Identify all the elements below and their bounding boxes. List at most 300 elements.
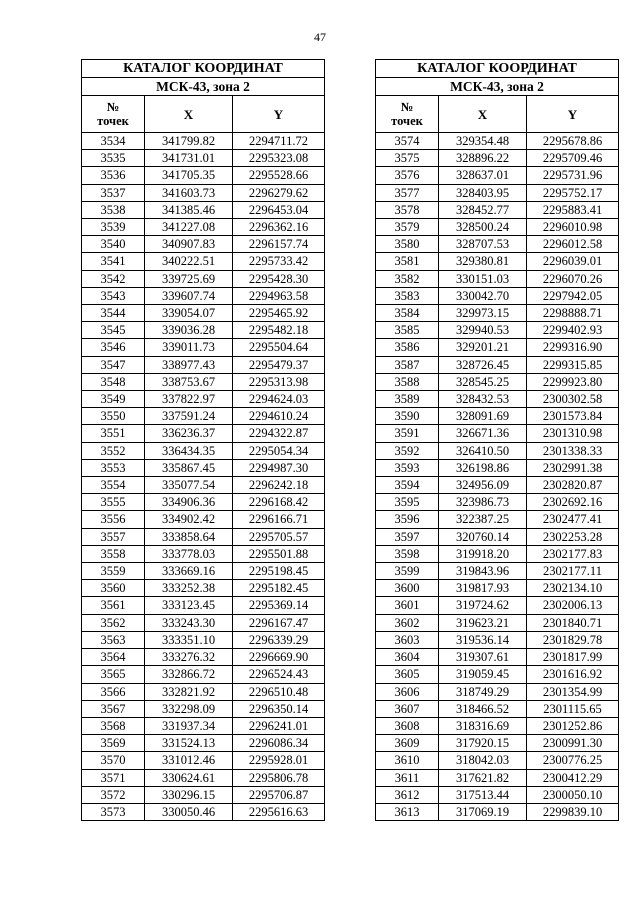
point-number-cell: 3565 <box>82 666 145 683</box>
x-coordinate-cell: 331937.34 <box>145 717 233 734</box>
x-coordinate-cell: 326198.86 <box>439 459 527 476</box>
y-coordinate-cell: 2295482.18 <box>233 322 325 339</box>
point-number-cell: 3609 <box>376 735 439 752</box>
y-coordinate-cell: 2300302.58 <box>527 391 619 408</box>
table-row <box>82 339 325 356</box>
x-coordinate-cell: 337822.97 <box>145 391 233 408</box>
table-row <box>376 167 619 184</box>
table-row <box>82 614 325 631</box>
column-header-y: Y <box>527 96 619 133</box>
point-number-cell: 3549 <box>82 391 145 408</box>
table-row <box>82 597 325 614</box>
table-row <box>376 391 619 408</box>
x-coordinate-cell: 328707.53 <box>439 236 527 253</box>
y-coordinate-cell: 2296279.62 <box>233 184 325 201</box>
table-row <box>82 511 325 528</box>
x-coordinate-cell: 338753.67 <box>145 373 233 390</box>
x-coordinate-cell: 328637.01 <box>439 167 527 184</box>
y-coordinate-cell: 2296086.34 <box>233 735 325 752</box>
y-coordinate-cell: 2301616.92 <box>527 666 619 683</box>
point-number-cell: 3598 <box>376 545 439 562</box>
point-number-cell: 3566 <box>82 683 145 700</box>
point-number-cell: 3542 <box>82 270 145 287</box>
point-number-cell: 3579 <box>376 219 439 236</box>
x-coordinate-cell: 328452.77 <box>439 201 527 218</box>
x-coordinate-cell: 335867.45 <box>145 459 233 476</box>
point-number-cell: 3607 <box>376 700 439 717</box>
y-coordinate-cell: 2295465.92 <box>233 305 325 322</box>
table-row <box>376 305 619 322</box>
table-row <box>82 201 325 218</box>
catalog-title: КАТАЛОГ КООРДИНАТ <box>376 60 619 78</box>
point-number-cell: 3575 <box>376 150 439 167</box>
table-row <box>376 597 619 614</box>
point-number-cell: 3546 <box>82 339 145 356</box>
x-coordinate-cell: 338977.43 <box>145 356 233 373</box>
table-row <box>376 253 619 270</box>
point-number-cell: 3535 <box>82 150 145 167</box>
table-row <box>376 133 619 150</box>
table-row <box>376 545 619 562</box>
point-number-cell: 3580 <box>376 236 439 253</box>
catalog-title: КАТАЛОГ КООРДИНАТ <box>82 60 325 78</box>
table-row <box>82 666 325 683</box>
y-coordinate-cell: 2294963.58 <box>233 287 325 304</box>
x-coordinate-cell: 340222.51 <box>145 253 233 270</box>
y-coordinate-cell: 2294610.24 <box>233 408 325 425</box>
point-number-cell: 3560 <box>82 580 145 597</box>
y-coordinate-cell: 2296012.58 <box>527 236 619 253</box>
y-coordinate-cell: 2302253.28 <box>527 528 619 545</box>
y-coordinate-cell: 2295198.45 <box>233 563 325 580</box>
table-row <box>376 322 619 339</box>
point-number-cell: 3540 <box>82 236 145 253</box>
x-coordinate-cell: 333123.45 <box>145 597 233 614</box>
table-row <box>82 735 325 752</box>
y-coordinate-cell: 2295479.37 <box>233 356 325 373</box>
point-number-cell: 3545 <box>82 322 145 339</box>
table-row <box>82 442 325 459</box>
point-number-cell: 3548 <box>82 373 145 390</box>
table-row <box>82 322 325 339</box>
point-number-cell: 3552 <box>82 442 145 459</box>
point-number-cell: 3591 <box>376 425 439 442</box>
table-row <box>376 494 619 511</box>
table-row <box>82 752 325 769</box>
point-number-cell: 3611 <box>376 769 439 786</box>
coordinate-catalog-table-left <box>81 59 325 821</box>
x-coordinate-cell: 329380.81 <box>439 253 527 270</box>
y-coordinate-cell: 2298888.71 <box>527 305 619 322</box>
y-coordinate-cell: 2296167.47 <box>233 614 325 631</box>
x-coordinate-cell: 329973.15 <box>439 305 527 322</box>
point-number-cell: 3559 <box>82 563 145 580</box>
table-row <box>376 287 619 304</box>
column-header-point-number <box>82 96 145 133</box>
y-coordinate-cell: 2295806.78 <box>233 769 325 786</box>
table-row <box>82 167 325 184</box>
table-row <box>376 236 619 253</box>
point-number-cell: 3592 <box>376 442 439 459</box>
x-coordinate-cell: 319724.62 <box>439 597 527 614</box>
point-number-cell: 3588 <box>376 373 439 390</box>
table-row <box>82 287 325 304</box>
y-coordinate-cell: 2301573.84 <box>527 408 619 425</box>
y-coordinate-cell: 2295369.14 <box>233 597 325 614</box>
y-coordinate-cell: 2294322.87 <box>233 425 325 442</box>
catalog-subtitle: МСК-43, зона 2 <box>376 78 619 96</box>
x-coordinate-cell: 333252.38 <box>145 580 233 597</box>
table-row <box>82 219 325 236</box>
column-header-x: X <box>145 96 233 133</box>
y-coordinate-cell: 2296070.26 <box>527 270 619 287</box>
x-coordinate-cell: 326671.36 <box>439 425 527 442</box>
x-coordinate-cell: 335077.54 <box>145 477 233 494</box>
x-coordinate-cell: 333778.03 <box>145 545 233 562</box>
table-row <box>376 563 619 580</box>
x-coordinate-cell: 341799.82 <box>145 133 233 150</box>
point-number-cell: 3583 <box>376 287 439 304</box>
x-coordinate-cell: 333858.64 <box>145 528 233 545</box>
y-coordinate-cell: 2299923.80 <box>527 373 619 390</box>
x-coordinate-cell: 330050.46 <box>145 803 233 820</box>
table-row <box>376 459 619 476</box>
y-coordinate-cell: 2295706.87 <box>233 786 325 803</box>
table-row <box>82 683 325 700</box>
y-coordinate-cell: 2301840.71 <box>527 614 619 631</box>
x-coordinate-cell: 318466.52 <box>439 700 527 717</box>
x-coordinate-cell: 326410.50 <box>439 442 527 459</box>
point-number-cell: 3544 <box>82 305 145 322</box>
point-number-cell: 3599 <box>376 563 439 580</box>
table-row <box>82 270 325 287</box>
x-coordinate-cell: 319307.61 <box>439 649 527 666</box>
y-coordinate-cell: 2295054.34 <box>233 442 325 459</box>
x-coordinate-cell: 328432.53 <box>439 391 527 408</box>
x-coordinate-cell: 330296.15 <box>145 786 233 803</box>
point-number-cell: 3564 <box>82 649 145 666</box>
x-coordinate-cell: 319536.14 <box>439 631 527 648</box>
y-coordinate-cell: 2300412.29 <box>527 769 619 786</box>
point-number-cell: 3612 <box>376 786 439 803</box>
x-coordinate-cell: 328500.24 <box>439 219 527 236</box>
coordinate-catalog-table-right <box>375 59 619 821</box>
point-number-cell: 3551 <box>82 425 145 442</box>
x-coordinate-cell: 333669.16 <box>145 563 233 580</box>
table-row <box>82 700 325 717</box>
table-row <box>82 717 325 734</box>
point-number-cell: 3577 <box>376 184 439 201</box>
y-coordinate-cell: 2299316.90 <box>527 339 619 356</box>
table-row <box>376 339 619 356</box>
x-coordinate-cell: 317621.82 <box>439 769 527 786</box>
table-row <box>376 528 619 545</box>
y-coordinate-cell: 2302006.13 <box>527 597 619 614</box>
y-coordinate-cell: 2300050.10 <box>527 786 619 803</box>
y-coordinate-cell: 2296510.48 <box>233 683 325 700</box>
x-coordinate-cell: 331012.46 <box>145 752 233 769</box>
table-row <box>82 184 325 201</box>
point-number-cell: 3536 <box>82 167 145 184</box>
point-number-cell: 3569 <box>82 735 145 752</box>
y-coordinate-cell: 2301354.99 <box>527 683 619 700</box>
y-coordinate-cell: 2302991.38 <box>527 459 619 476</box>
table-row <box>376 425 619 442</box>
y-coordinate-cell: 2301310.98 <box>527 425 619 442</box>
table-row <box>82 133 325 150</box>
y-coordinate-cell: 2296166.71 <box>233 511 325 528</box>
table-row <box>82 545 325 562</box>
y-coordinate-cell: 2296242.18 <box>233 477 325 494</box>
point-number-cell: 3581 <box>376 253 439 270</box>
x-coordinate-cell: 328091.69 <box>439 408 527 425</box>
point-number-cell: 3570 <box>82 752 145 769</box>
x-coordinate-cell: 319059.45 <box>439 666 527 683</box>
column-header-y: Y <box>233 96 325 133</box>
x-coordinate-cell: 337591.24 <box>145 408 233 425</box>
x-coordinate-cell: 322387.25 <box>439 511 527 528</box>
point-number-cell: 3574 <box>376 133 439 150</box>
table-row <box>376 666 619 683</box>
y-coordinate-cell: 2295752.17 <box>527 184 619 201</box>
table-row <box>376 769 619 786</box>
y-coordinate-cell: 2296669.90 <box>233 649 325 666</box>
x-coordinate-cell: 341731.01 <box>145 150 233 167</box>
point-number-cell: 3595 <box>376 494 439 511</box>
table-row <box>376 717 619 734</box>
x-coordinate-cell: 339011.73 <box>145 339 233 356</box>
number-sign: № <box>106 100 120 114</box>
y-coordinate-cell: 2297942.05 <box>527 287 619 304</box>
table-row <box>82 528 325 545</box>
x-coordinate-cell: 329201.21 <box>439 339 527 356</box>
y-coordinate-cell: 2294624.03 <box>233 391 325 408</box>
column-header-point-number <box>376 96 439 133</box>
y-coordinate-cell: 2295182.45 <box>233 580 325 597</box>
y-coordinate-cell: 2295731.96 <box>527 167 619 184</box>
x-coordinate-cell: 328545.25 <box>439 373 527 390</box>
y-coordinate-cell: 2302477.41 <box>527 511 619 528</box>
x-coordinate-cell: 319918.20 <box>439 545 527 562</box>
table-row <box>82 494 325 511</box>
y-coordinate-cell: 2294711.72 <box>233 133 325 150</box>
point-number-cell: 3568 <box>82 717 145 734</box>
point-number-cell: 3606 <box>376 683 439 700</box>
table-body <box>376 133 619 821</box>
y-coordinate-cell: 2295504.64 <box>233 339 325 356</box>
table-row <box>376 786 619 803</box>
y-coordinate-cell: 2295928.01 <box>233 752 325 769</box>
point-number-cell: 3600 <box>376 580 439 597</box>
point-number-cell: 3582 <box>376 270 439 287</box>
y-coordinate-cell: 2295313.98 <box>233 373 325 390</box>
point-number-cell: 3603 <box>376 631 439 648</box>
table-row <box>82 459 325 476</box>
y-coordinate-cell: 2301829.78 <box>527 631 619 648</box>
table-body <box>82 133 325 821</box>
x-coordinate-cell: 332821.92 <box>145 683 233 700</box>
x-coordinate-cell: 318042.03 <box>439 752 527 769</box>
point-number-cell: 3550 <box>82 408 145 425</box>
point-number-cell: 3534 <box>82 133 145 150</box>
x-coordinate-cell: 341705.35 <box>145 167 233 184</box>
table-row <box>376 408 619 425</box>
point-number-cell: 3539 <box>82 219 145 236</box>
x-coordinate-cell: 320760.14 <box>439 528 527 545</box>
y-coordinate-cell: 2296524.43 <box>233 666 325 683</box>
point-number-cell: 3556 <box>82 511 145 528</box>
x-coordinate-cell: 331524.13 <box>145 735 233 752</box>
y-coordinate-cell: 2299839.10 <box>527 803 619 820</box>
point-number-cell: 3553 <box>82 459 145 476</box>
x-coordinate-cell: 323986.73 <box>439 494 527 511</box>
y-coordinate-cell: 2295883.41 <box>527 201 619 218</box>
y-coordinate-cell: 2296010.98 <box>527 219 619 236</box>
point-number-cell: 3610 <box>376 752 439 769</box>
y-coordinate-cell: 2302820.87 <box>527 477 619 494</box>
point-number-cell: 3557 <box>82 528 145 545</box>
point-number-cell: 3605 <box>376 666 439 683</box>
table-row <box>376 184 619 201</box>
x-coordinate-cell: 328896.22 <box>439 150 527 167</box>
point-number-cell: 3573 <box>82 803 145 820</box>
point-number-cell: 3578 <box>376 201 439 218</box>
point-number-cell: 3558 <box>82 545 145 562</box>
table-row <box>376 219 619 236</box>
column-header-x: X <box>439 96 527 133</box>
table-row <box>82 236 325 253</box>
table-row <box>376 580 619 597</box>
points-word: точек <box>391 114 423 128</box>
points-word: точек <box>97 114 129 128</box>
table-row <box>82 408 325 425</box>
point-number-cell: 3601 <box>376 597 439 614</box>
table-row <box>82 253 325 270</box>
y-coordinate-cell: 2296362.16 <box>233 219 325 236</box>
x-coordinate-cell: 333276.32 <box>145 649 233 666</box>
y-coordinate-cell: 2295501.88 <box>233 545 325 562</box>
table-row <box>82 803 325 820</box>
x-coordinate-cell: 334902.42 <box>145 511 233 528</box>
y-coordinate-cell: 2299315.85 <box>527 356 619 373</box>
table-row <box>376 356 619 373</box>
point-number-cell: 3563 <box>82 631 145 648</box>
x-coordinate-cell: 341385.46 <box>145 201 233 218</box>
table-row <box>376 477 619 494</box>
table-row <box>82 786 325 803</box>
table-row <box>376 631 619 648</box>
table-row <box>376 649 619 666</box>
x-coordinate-cell: 319817.93 <box>439 580 527 597</box>
point-number-cell: 3547 <box>82 356 145 373</box>
table-row <box>376 373 619 390</box>
y-coordinate-cell: 2296339.29 <box>233 631 325 648</box>
point-number-cell: 3538 <box>82 201 145 218</box>
x-coordinate-cell: 330624.61 <box>145 769 233 786</box>
table-row <box>376 803 619 820</box>
point-number-cell: 3554 <box>82 477 145 494</box>
table-row <box>376 683 619 700</box>
y-coordinate-cell: 2296350.14 <box>233 700 325 717</box>
y-coordinate-cell: 2302177.11 <box>527 563 619 580</box>
table-row <box>82 769 325 786</box>
table-row <box>376 442 619 459</box>
table-row <box>376 270 619 287</box>
y-coordinate-cell: 2295678.86 <box>527 133 619 150</box>
table-row <box>376 201 619 218</box>
point-number-cell: 3585 <box>376 322 439 339</box>
table-row <box>376 735 619 752</box>
table-row <box>376 752 619 769</box>
x-coordinate-cell: 328726.45 <box>439 356 527 373</box>
y-coordinate-cell: 2296039.01 <box>527 253 619 270</box>
point-number-cell: 3571 <box>82 769 145 786</box>
table-row <box>82 150 325 167</box>
x-coordinate-cell: 339725.69 <box>145 270 233 287</box>
table-row <box>376 511 619 528</box>
x-coordinate-cell: 329940.53 <box>439 322 527 339</box>
x-coordinate-cell: 319623.21 <box>439 614 527 631</box>
y-coordinate-cell: 2302134.10 <box>527 580 619 597</box>
y-coordinate-cell: 2302692.16 <box>527 494 619 511</box>
page-number: 47 <box>314 30 326 44</box>
x-coordinate-cell: 336236.37 <box>145 425 233 442</box>
point-number-cell: 3608 <box>376 717 439 734</box>
point-number-cell: 3576 <box>376 167 439 184</box>
point-number-cell: 3597 <box>376 528 439 545</box>
x-coordinate-cell: 318749.29 <box>439 683 527 700</box>
point-number-cell: 3593 <box>376 459 439 476</box>
table-row <box>82 305 325 322</box>
y-coordinate-cell: 2296157.74 <box>233 236 325 253</box>
y-coordinate-cell: 2301252.86 <box>527 717 619 734</box>
x-coordinate-cell: 339036.28 <box>145 322 233 339</box>
y-coordinate-cell: 2300776.25 <box>527 752 619 769</box>
x-coordinate-cell: 333351.10 <box>145 631 233 648</box>
point-number-cell: 3602 <box>376 614 439 631</box>
table-row <box>82 391 325 408</box>
y-coordinate-cell: 2302177.83 <box>527 545 619 562</box>
x-coordinate-cell: 318316.69 <box>439 717 527 734</box>
x-coordinate-cell: 332866.72 <box>145 666 233 683</box>
table-row <box>376 150 619 167</box>
table-row <box>82 356 325 373</box>
y-coordinate-cell: 2294987.30 <box>233 459 325 476</box>
x-coordinate-cell: 329354.48 <box>439 133 527 150</box>
y-coordinate-cell: 2295733.42 <box>233 253 325 270</box>
point-number-cell: 3572 <box>82 786 145 803</box>
table-row <box>376 700 619 717</box>
y-coordinate-cell: 2301115.65 <box>527 700 619 717</box>
table-row <box>82 580 325 597</box>
x-coordinate-cell: 330151.03 <box>439 270 527 287</box>
point-number-cell: 3537 <box>82 184 145 201</box>
y-coordinate-cell: 2295428.30 <box>233 270 325 287</box>
y-coordinate-cell: 2295709.46 <box>527 150 619 167</box>
y-coordinate-cell: 2295705.57 <box>233 528 325 545</box>
y-coordinate-cell: 2296241.01 <box>233 717 325 734</box>
point-number-cell: 3587 <box>376 356 439 373</box>
y-coordinate-cell: 2300991.30 <box>527 735 619 752</box>
x-coordinate-cell: 336434.35 <box>145 442 233 459</box>
x-coordinate-cell: 333243.30 <box>145 614 233 631</box>
y-coordinate-cell: 2301817.99 <box>527 649 619 666</box>
point-number-cell: 3541 <box>82 253 145 270</box>
point-number-cell: 3567 <box>82 700 145 717</box>
point-number-cell: 3604 <box>376 649 439 666</box>
y-coordinate-cell: 2295323.08 <box>233 150 325 167</box>
y-coordinate-cell: 2296453.04 <box>233 201 325 218</box>
